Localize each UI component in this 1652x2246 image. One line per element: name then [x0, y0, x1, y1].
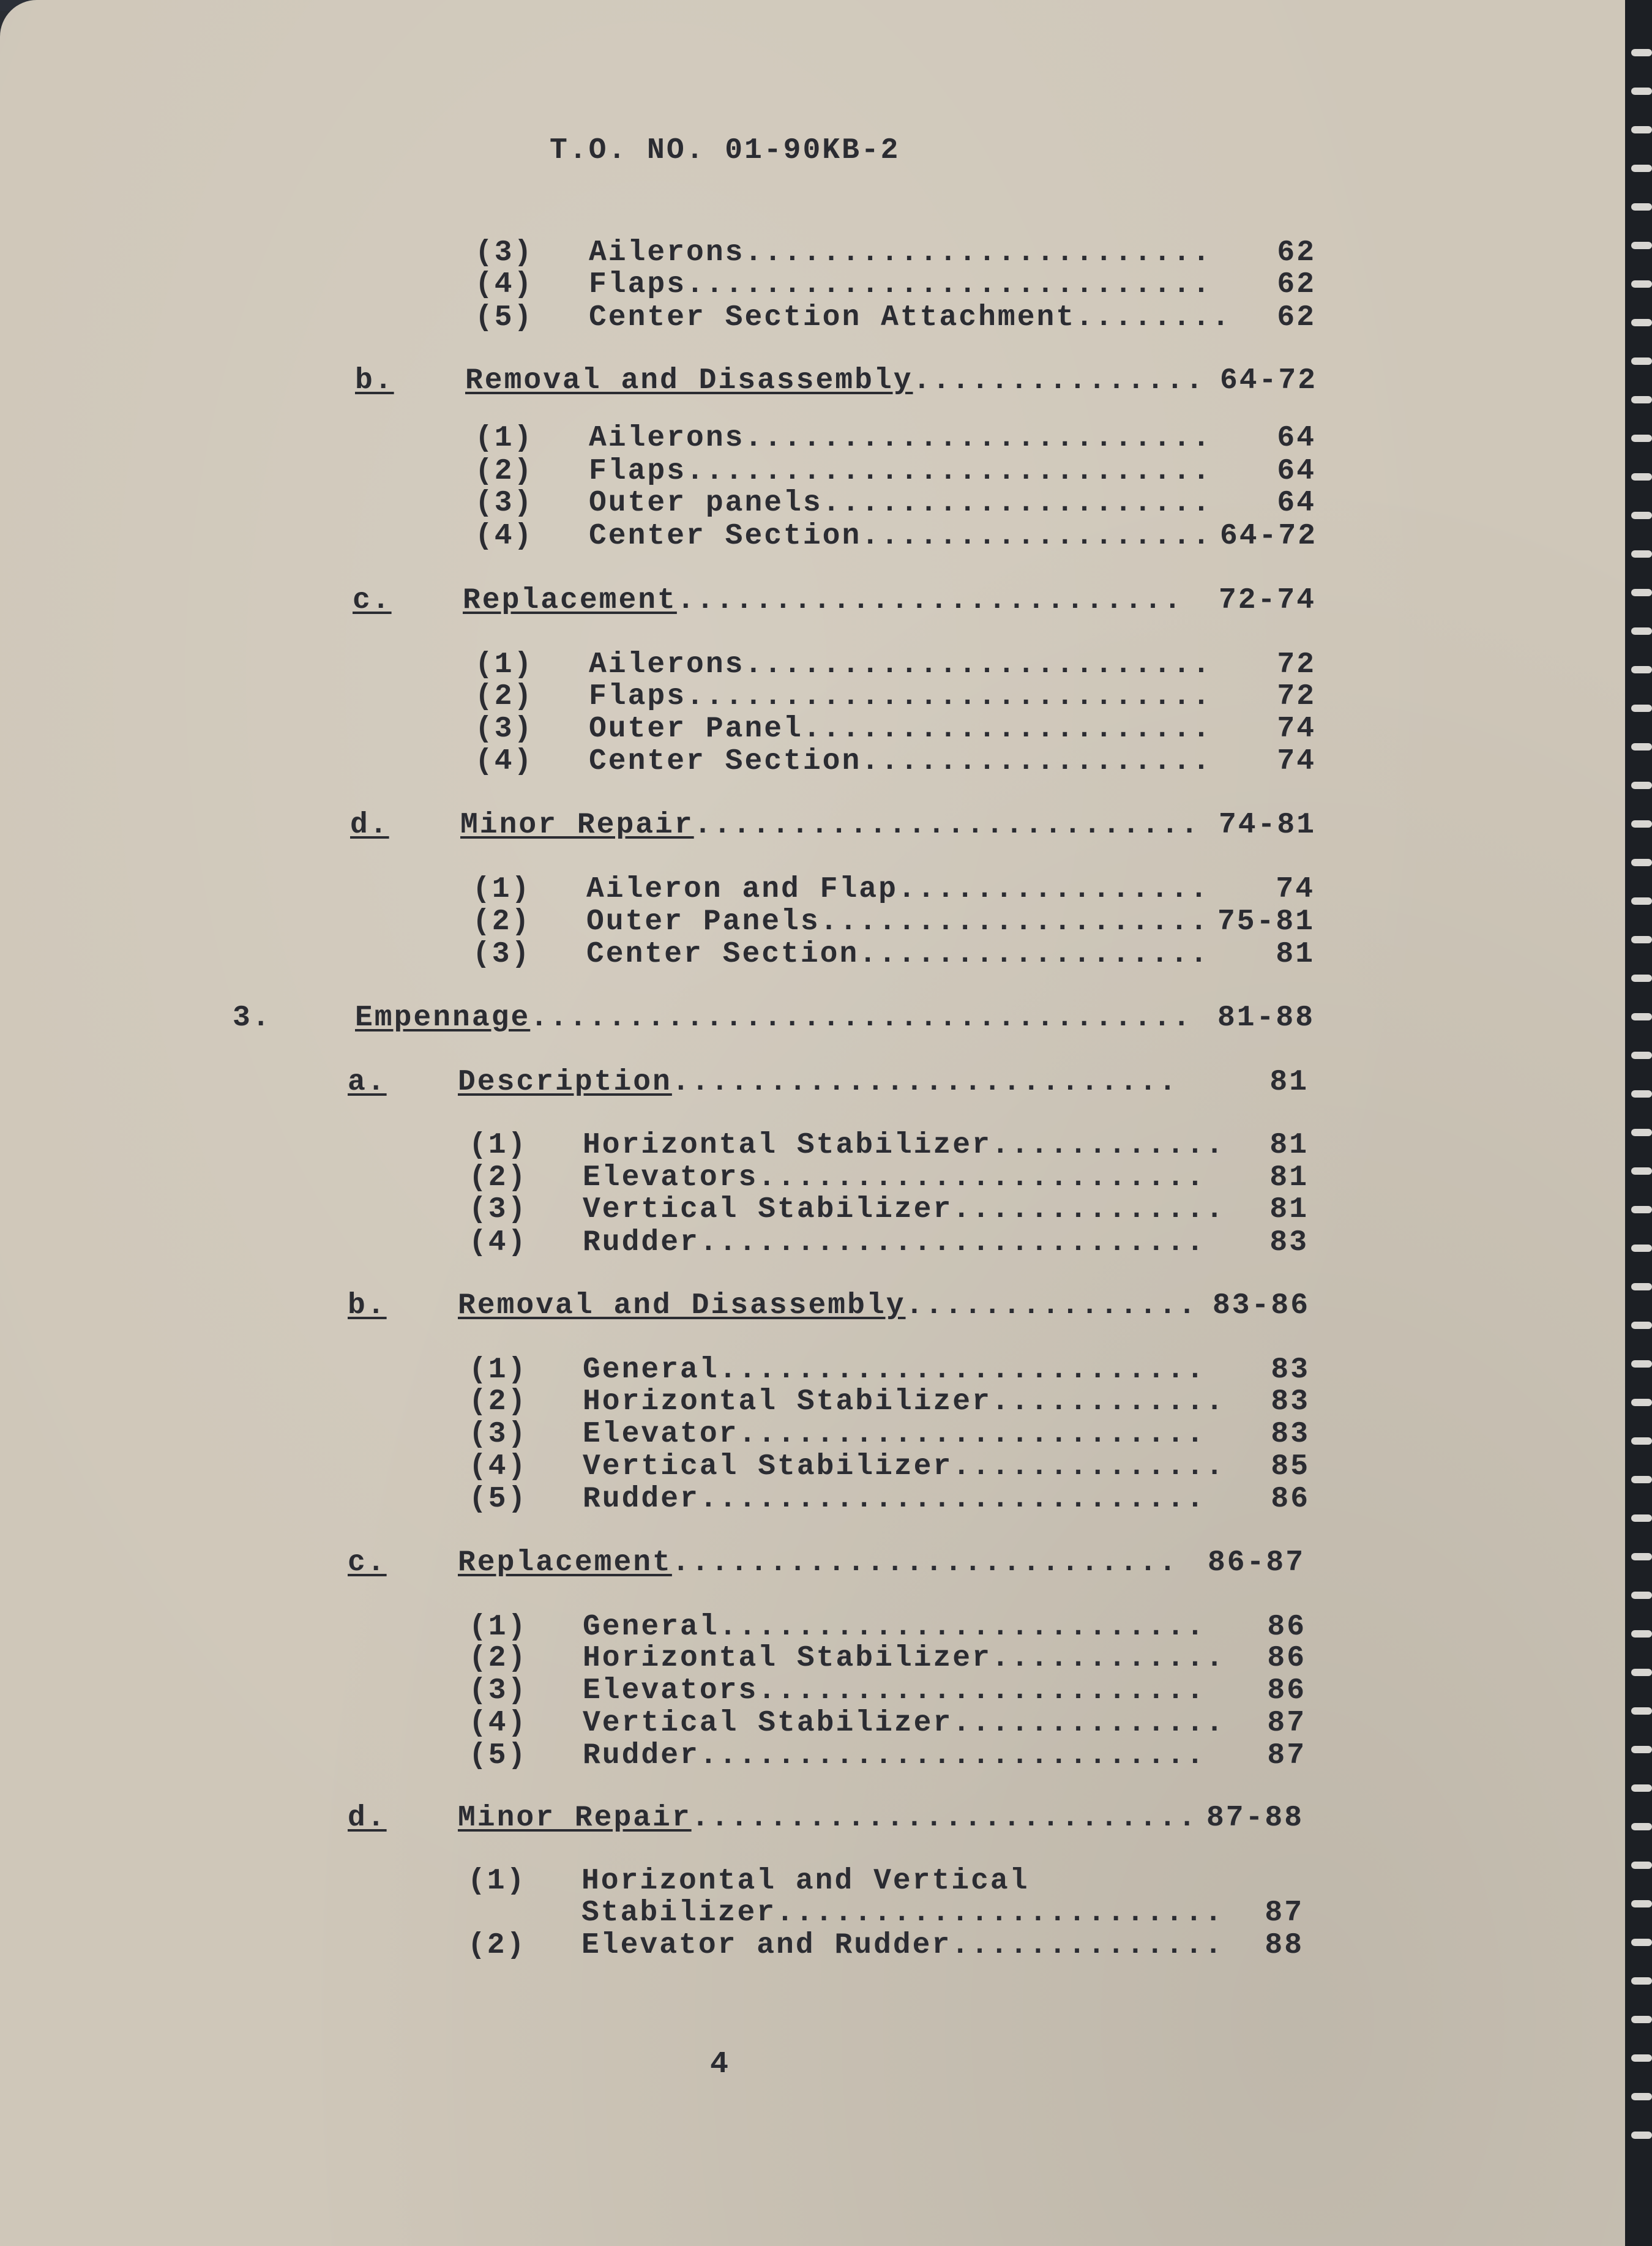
entry-title: Vertical Stabilizer — [583, 1193, 953, 1226]
entry-title: Center Section Attachment — [589, 301, 1076, 334]
entry-page-ref: 62 — [1277, 268, 1316, 301]
dot-leader: ........ — [1075, 301, 1232, 334]
entry-title: Ailerons — [589, 236, 745, 269]
toc-section-entry — [348, 1546, 1178, 1580]
dot-leader: ....................... — [776, 1896, 1224, 1930]
entry-page-ref: 81 — [1269, 1193, 1309, 1226]
toc-entry — [469, 1161, 1206, 1195]
toc-section-entry — [233, 1001, 1192, 1035]
dot-leader: .......................... — [699, 1739, 1206, 1772]
dot-leader: .................... — [822, 487, 1212, 520]
dot-leader: ............ — [991, 1129, 1225, 1162]
binding-ring — [1631, 1553, 1652, 1560]
entry-number: (2) — [469, 1385, 528, 1418]
entry-page-ref: 87 — [1267, 1707, 1306, 1740]
dot-leader: ....................... — [758, 1674, 1206, 1707]
binding-ring — [1631, 589, 1652, 596]
entry-title: General — [583, 1353, 719, 1387]
binding-ring — [1631, 1977, 1652, 1985]
entry-title: Replacement — [458, 1546, 672, 1579]
entry-number: (3) — [475, 713, 534, 746]
binding-ring — [1631, 1592, 1652, 1599]
binding-ring — [1631, 1360, 1652, 1368]
toc-entry — [469, 1128, 1225, 1162]
dot-leader: .......................... — [671, 1066, 1178, 1099]
binding-ring — [1631, 859, 1652, 866]
entry-page-ref: 85 — [1271, 1450, 1310, 1483]
binding-ring — [1631, 1090, 1652, 1098]
entry-number: (3) — [475, 236, 534, 269]
binding-ring — [1631, 435, 1652, 442]
toc-entry — [475, 679, 1212, 714]
entry-number: (4) — [469, 1226, 528, 1259]
binding-ring — [1631, 1052, 1652, 1059]
toc-entry — [469, 1385, 1225, 1419]
binding-ring — [1631, 1514, 1652, 1522]
entry-title: Horizontal Stabilizer — [583, 1642, 992, 1675]
entry-page-ref: 86 — [1271, 1483, 1310, 1516]
entry-title: Flaps — [589, 455, 687, 488]
entry-title: Replacement — [463, 584, 677, 617]
binding-ring — [1631, 666, 1652, 673]
binding-ring — [1631, 203, 1652, 211]
toc-entry — [469, 1192, 1225, 1227]
entry-number: (4) — [475, 520, 534, 553]
binding-ring — [1631, 820, 1652, 828]
entry-page-ref: 86-87 — [1207, 1546, 1305, 1579]
entry-title: Removal and Disassembly — [458, 1289, 906, 1322]
dot-leader: ............ — [991, 1385, 1225, 1418]
entry-number: b. — [348, 1289, 387, 1322]
entry-number: d. — [348, 1802, 387, 1835]
entry-title: Flaps — [589, 268, 687, 301]
entry-title: Elevator and Rudder — [581, 1929, 952, 1962]
entry-number: (1) — [469, 1611, 528, 1644]
entry-page-ref: 88 — [1265, 1929, 1304, 1962]
entry-number: (3) — [475, 487, 534, 520]
dot-leader: ........................ — [744, 648, 1212, 681]
toc-entry — [468, 1896, 1224, 1930]
binding-ring — [1631, 473, 1652, 481]
binding-ring — [1631, 705, 1652, 712]
toc-entry — [475, 519, 1212, 553]
entry-number: (4) — [469, 1707, 528, 1740]
toc-entry — [469, 1417, 1206, 1451]
binding-ring — [1631, 2093, 1652, 2100]
entry-number: c. — [353, 584, 392, 617]
toc-entry — [469, 1739, 1206, 1773]
entry-number: (1) — [475, 422, 534, 455]
entry-title: Flaps — [589, 680, 687, 713]
entry-title: Ailerons — [589, 422, 745, 455]
binding-ring — [1631, 1707, 1652, 1715]
toc-entry — [469, 1482, 1206, 1516]
entry-title: Aileron and Flap — [586, 873, 898, 906]
entry-page-ref: 83 — [1271, 1385, 1310, 1418]
entry-number: (2) — [468, 1929, 526, 1962]
spiral-binding — [1625, 49, 1652, 2192]
dot-leader: ....................... — [758, 1161, 1206, 1194]
dot-leader: .................. — [861, 520, 1212, 553]
entry-page-ref: 87 — [1267, 1739, 1306, 1772]
entry-number: (2) — [475, 455, 534, 488]
entry-page-ref: 86 — [1267, 1611, 1306, 1644]
toc-entry — [475, 236, 1212, 270]
entry-page-ref: 62 — [1277, 301, 1316, 334]
entry-title: Horizontal Stabilizer — [583, 1129, 992, 1162]
binding-ring — [1631, 1476, 1652, 1483]
binding-ring — [1631, 1322, 1652, 1329]
entry-page-ref: 64 — [1277, 455, 1316, 488]
dot-leader: .................................. — [530, 1001, 1192, 1035]
entry-number: (4) — [475, 268, 534, 301]
entry-page-ref: 81-88 — [1217, 1001, 1315, 1035]
binding-ring — [1631, 88, 1652, 95]
entry-number: (3) — [469, 1418, 528, 1451]
entry-number: (1) — [468, 1865, 526, 1898]
toc-entry — [469, 1450, 1225, 1484]
dot-leader: .......................... — [693, 809, 1200, 842]
toc-entry — [475, 301, 1232, 335]
dot-leader: ..................... — [802, 713, 1212, 746]
entry-title: Stabilizer — [581, 1896, 777, 1930]
entry-number: (2) — [475, 680, 534, 713]
toc-entry — [469, 1641, 1225, 1675]
binding-ring — [1631, 1784, 1652, 1792]
toc-entry — [475, 648, 1212, 682]
binding-ring — [1631, 1669, 1652, 1676]
binding-ring — [1631, 1399, 1652, 1406]
entry-page-ref: 62 — [1277, 236, 1316, 269]
entry-title: Minor Repair — [458, 1802, 692, 1835]
binding-ring — [1631, 242, 1652, 249]
binding-ring — [1631, 1630, 1652, 1638]
binding-ring — [1631, 2016, 1652, 2023]
dot-leader: ........................ — [738, 1418, 1206, 1451]
binding-ring — [1631, 936, 1652, 943]
entry-page-ref: 87 — [1265, 1896, 1304, 1930]
dot-leader: .............. — [952, 1707, 1225, 1740]
entry-page-ref: 74 — [1277, 745, 1316, 778]
binding-ring — [1631, 1283, 1652, 1290]
dot-leader: .......................... — [699, 1483, 1206, 1516]
toc-entry — [475, 744, 1212, 779]
entry-number: c. — [348, 1546, 387, 1579]
dot-leader: ........................... — [686, 455, 1212, 488]
binding-ring — [1631, 512, 1652, 519]
toc-entry — [469, 1706, 1225, 1740]
entry-title: Horizontal Stabilizer — [583, 1385, 992, 1418]
entry-page-ref: 86 — [1267, 1642, 1306, 1675]
entry-number: b. — [355, 364, 394, 397]
toc-entry — [475, 454, 1212, 489]
binding-ring — [1631, 550, 1652, 558]
entry-title: Horizontal and Vertical — [581, 1865, 1030, 1898]
toc-section-entry — [350, 808, 1200, 842]
entry-number: (1) — [469, 1353, 528, 1387]
toc-entry — [469, 1353, 1206, 1387]
dot-leader: ........................ — [744, 422, 1212, 455]
entry-number: (3) — [473, 938, 531, 971]
dot-leader: .................. — [861, 745, 1212, 778]
binding-ring — [1631, 165, 1652, 172]
entry-title: Empennage — [355, 1001, 531, 1035]
dot-leader: ................ — [897, 873, 1209, 906]
binding-ring — [1631, 319, 1652, 326]
entry-number: 3. — [233, 1001, 272, 1035]
dot-leader: ............... — [913, 364, 1205, 397]
entry-page-ref: 72 — [1277, 648, 1316, 681]
toc-section-entry — [348, 1801, 1198, 1835]
entry-page-ref: 83 — [1269, 1226, 1309, 1259]
entry-title: Description — [458, 1066, 672, 1099]
page-title: T.O. NO. 01-90KB-2 — [550, 134, 900, 167]
binding-ring — [1631, 1900, 1652, 1907]
toc-entry — [475, 712, 1212, 746]
entry-title: General — [583, 1611, 719, 1644]
binding-ring — [1631, 357, 1652, 365]
toc-entry — [469, 1226, 1206, 1260]
dot-leader: .................. — [859, 938, 1209, 971]
entry-page-ref: 81 — [1269, 1066, 1309, 1099]
entry-page-ref: 64-72 — [1219, 364, 1317, 397]
entry-number: (3) — [469, 1193, 528, 1226]
binding-ring — [1631, 1013, 1652, 1020]
toc-entry — [468, 1928, 1224, 1963]
entry-page-ref: 74-81 — [1218, 809, 1316, 842]
toc-entry — [473, 937, 1209, 971]
entry-title: Center Section — [586, 938, 859, 971]
toc-entry — [475, 268, 1212, 302]
dot-leader: ............ — [991, 1642, 1225, 1675]
entry-title: Outer panels — [589, 487, 823, 520]
toc-entry — [473, 872, 1209, 907]
entry-title: Removal and Disassembly — [465, 364, 913, 397]
entry-number: (3) — [469, 1674, 528, 1707]
entry-title: Outer Panel — [589, 713, 803, 746]
entry-page-ref: 64 — [1277, 422, 1316, 455]
entry-title: Elevators — [583, 1674, 758, 1707]
binding-ring — [1631, 2054, 1652, 2062]
toc-entry — [473, 905, 1209, 939]
binding-ring — [1631, 1167, 1652, 1175]
entry-page-ref: 72-74 — [1218, 584, 1316, 617]
toc-section-entry — [353, 583, 1183, 618]
entry-number: (5) — [469, 1483, 528, 1516]
entry-title: Rudder — [583, 1226, 700, 1259]
binding-ring — [1631, 743, 1652, 751]
dot-leader: .......................... — [691, 1802, 1198, 1835]
entry-title: Ailerons — [589, 648, 745, 681]
toc-entry — [469, 1674, 1206, 1708]
page-number: 4 — [710, 2047, 731, 2082]
binding-ring — [1631, 126, 1652, 133]
dot-leader: .............. — [952, 1193, 1225, 1226]
binding-ring — [1631, 1862, 1652, 1869]
toc-entry — [475, 486, 1212, 520]
entry-page-ref: 83 — [1271, 1353, 1310, 1387]
entry-page-ref: 74 — [1277, 713, 1316, 746]
entry-page-ref: 86 — [1267, 1674, 1306, 1707]
entry-number: (1) — [475, 648, 534, 681]
entry-number: (5) — [475, 301, 534, 334]
entry-number: (1) — [469, 1129, 528, 1162]
entry-title: Outer Panels — [586, 905, 820, 938]
dot-leader: ........................ — [744, 236, 1212, 269]
binding-ring — [1631, 2132, 1652, 2139]
binding-ring — [1631, 396, 1652, 403]
entry-title: Center Section — [589, 520, 862, 553]
entry-page-ref: 83-86 — [1212, 1289, 1310, 1322]
binding-ring — [1631, 1823, 1652, 1830]
binding-ring — [1631, 627, 1652, 635]
entry-page-ref: 74 — [1276, 873, 1315, 906]
binding-ring — [1631, 1129, 1652, 1136]
entry-title: Elevators — [583, 1161, 758, 1194]
toc-entry — [475, 421, 1212, 455]
entry-page-ref: 83 — [1271, 1418, 1310, 1451]
entry-number: (2) — [469, 1642, 528, 1675]
binding-ring — [1631, 1206, 1652, 1213]
toc-entry — [469, 1610, 1206, 1644]
dot-leader: ........................... — [686, 680, 1212, 713]
binding-ring — [1631, 897, 1652, 905]
entry-number: a. — [348, 1066, 387, 1099]
toc-section-entry — [348, 1289, 1198, 1323]
entry-number: (5) — [469, 1739, 528, 1772]
dot-leader: .............. — [952, 1450, 1225, 1483]
dot-leader: .......................... — [671, 1546, 1178, 1579]
entry-page-ref: 64 — [1277, 487, 1316, 520]
dot-leader: .......................... — [676, 584, 1183, 617]
entry-page-ref: 81 — [1276, 938, 1315, 971]
entry-title: Rudder — [583, 1739, 700, 1772]
entry-page-ref: 64-72 — [1219, 520, 1317, 553]
dot-leader: ......................... — [719, 1353, 1206, 1387]
toc-entry — [468, 1864, 1030, 1898]
entry-page-ref: 81 — [1269, 1161, 1309, 1194]
dot-leader: .......................... — [699, 1226, 1206, 1259]
entry-title: Vertical Stabilizer — [583, 1707, 953, 1740]
dot-leader: ......................... — [719, 1611, 1206, 1644]
entry-title: Center Section — [589, 745, 862, 778]
entry-page-ref: 72 — [1277, 680, 1316, 713]
entry-title: Rudder — [583, 1483, 700, 1516]
binding-ring — [1631, 49, 1652, 56]
binding-ring — [1631, 1746, 1652, 1753]
entry-title: Elevator — [583, 1418, 739, 1451]
dot-leader: ............... — [905, 1289, 1198, 1322]
entry-page-ref: 87-88 — [1206, 1802, 1304, 1835]
binding-ring — [1631, 782, 1652, 789]
entry-number: (2) — [473, 905, 531, 938]
binding-ring — [1631, 975, 1652, 982]
entry-page-ref: 81 — [1269, 1129, 1309, 1162]
dot-leader: .............. — [951, 1929, 1224, 1962]
binding-ring — [1631, 280, 1652, 288]
entry-title: Vertical Stabilizer — [583, 1450, 953, 1483]
entry-number: (4) — [475, 745, 534, 778]
entry-number: (2) — [469, 1161, 528, 1194]
dot-leader: .................... — [820, 905, 1209, 938]
entry-title: Minor Repair — [460, 809, 694, 842]
toc-section-entry — [348, 1065, 1178, 1099]
dot-leader: ........................... — [686, 268, 1212, 301]
entry-number: (1) — [473, 873, 531, 906]
entry-number: (4) — [469, 1450, 528, 1483]
binding-ring — [1631, 1245, 1652, 1252]
toc-section-entry — [355, 364, 1205, 398]
entry-number: d. — [350, 809, 389, 842]
binding-ring — [1631, 1939, 1652, 1946]
entry-page-ref: 75-81 — [1217, 905, 1315, 938]
binding-ring — [1631, 1437, 1652, 1445]
